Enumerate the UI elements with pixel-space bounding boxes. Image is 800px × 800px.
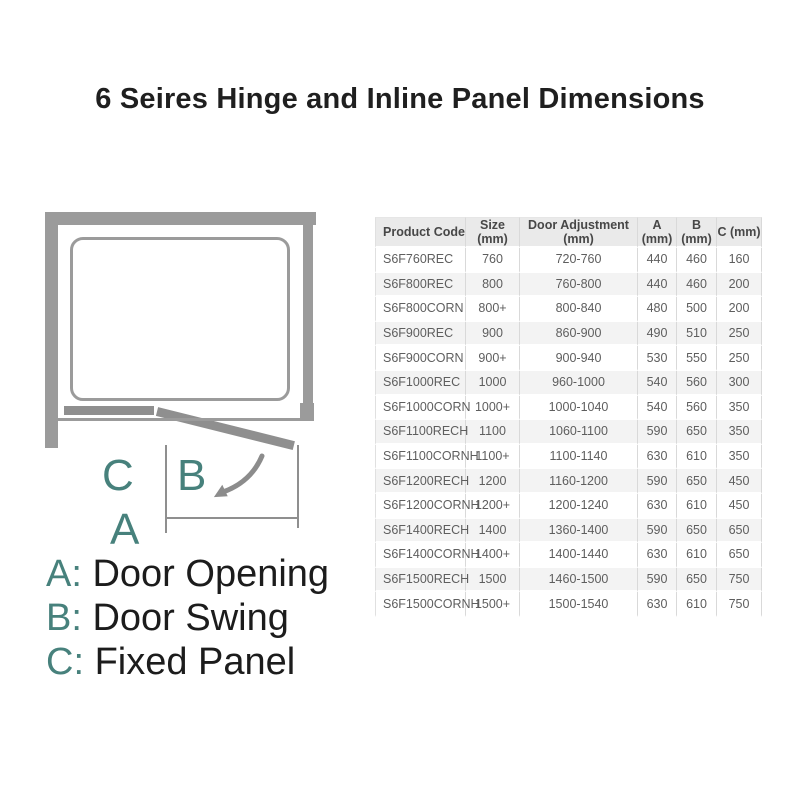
wall-right bbox=[303, 225, 313, 408]
header-c: C (mm) bbox=[717, 217, 762, 248]
table-row bbox=[375, 420, 762, 445]
table-cell: 1500-1540 bbox=[520, 592, 638, 617]
table-cell: 1000-1040 bbox=[520, 396, 638, 421]
dimension-line-bottom bbox=[165, 517, 299, 519]
table-row bbox=[375, 371, 762, 396]
table-row bbox=[375, 543, 762, 568]
table-cell: 250 bbox=[717, 346, 762, 371]
table-cell: 650 bbox=[677, 568, 717, 593]
table-cell: S6F1400RECH bbox=[375, 519, 466, 544]
legend-key-a: A: bbox=[46, 553, 82, 595]
table-cell: S6F1000CORN bbox=[375, 396, 466, 421]
table-row bbox=[375, 445, 762, 470]
table-cell: 750 bbox=[717, 568, 762, 593]
legend-label-c: Fixed Panel bbox=[94, 641, 296, 683]
table-cell: 550 bbox=[677, 346, 717, 371]
table-cell: 350 bbox=[717, 445, 762, 470]
table-cell: S6F900REC bbox=[375, 322, 466, 347]
table-row bbox=[375, 322, 762, 347]
table-cell: 560 bbox=[677, 396, 717, 421]
table-cell: 250 bbox=[717, 322, 762, 347]
table-cell: 590 bbox=[638, 568, 677, 593]
table-row bbox=[375, 494, 762, 519]
table-cell: 480 bbox=[638, 297, 677, 322]
wall-right-foot bbox=[300, 403, 314, 418]
table-row bbox=[375, 273, 762, 298]
threshold-line bbox=[53, 418, 314, 421]
shower-enclosure-diagram bbox=[45, 210, 335, 560]
table-cell: 650 bbox=[717, 543, 762, 568]
table-cell: 760-800 bbox=[520, 273, 638, 298]
dimensions-table bbox=[375, 217, 762, 617]
table-row bbox=[375, 346, 762, 371]
table-cell: 1400+ bbox=[466, 543, 520, 568]
label-a: A bbox=[110, 505, 140, 554]
table-cell: 650 bbox=[677, 469, 717, 494]
table-row bbox=[375, 568, 762, 593]
table-cell: S6F900CORN bbox=[375, 346, 466, 371]
header-door-adjustment: Door Adjustment (mm) bbox=[520, 217, 638, 248]
table-cell: 1200 bbox=[466, 469, 520, 494]
table-cell: 440 bbox=[638, 248, 677, 273]
table-cell: 1400 bbox=[466, 519, 520, 544]
table-row bbox=[375, 396, 762, 421]
header-product-code: Product Code bbox=[375, 217, 466, 248]
table-cell: S6F800REC bbox=[375, 273, 466, 298]
table-cell: 530 bbox=[638, 346, 677, 371]
table-cell: 1060-1100 bbox=[520, 420, 638, 445]
table-cell: 490 bbox=[638, 322, 677, 347]
table-cell: 800+ bbox=[466, 297, 520, 322]
table-cell: 1100+ bbox=[466, 445, 520, 470]
table-cell: 610 bbox=[677, 543, 717, 568]
table-cell: 720-760 bbox=[520, 248, 638, 273]
shower-tray bbox=[70, 237, 290, 401]
table-cell: 1360-1400 bbox=[520, 519, 638, 544]
table-cell: 540 bbox=[638, 371, 677, 396]
legend-item-b bbox=[46, 596, 329, 640]
table-cell: 610 bbox=[677, 494, 717, 519]
table-cell: S6F1500CORNH bbox=[375, 592, 466, 617]
table-cell: 630 bbox=[638, 445, 677, 470]
table-cell: 860-900 bbox=[520, 322, 638, 347]
table-row bbox=[375, 519, 762, 544]
fixed-panel-bar bbox=[64, 406, 154, 415]
table-cell: 630 bbox=[638, 592, 677, 617]
table-cell: 900+ bbox=[466, 346, 520, 371]
table-cell: 590 bbox=[638, 469, 677, 494]
table-cell: 460 bbox=[677, 273, 717, 298]
table-row bbox=[375, 469, 762, 494]
page-title: 6 Seires Hinge and Inline Panel Dimensions bbox=[95, 83, 705, 115]
table-row bbox=[375, 297, 762, 322]
table-cell: 900-940 bbox=[520, 346, 638, 371]
table-cell: 450 bbox=[717, 469, 762, 494]
table-cell: 200 bbox=[717, 297, 762, 322]
wall-left bbox=[45, 212, 58, 448]
table-row bbox=[375, 248, 762, 273]
table-cell: 750 bbox=[717, 592, 762, 617]
wall-top bbox=[45, 212, 316, 225]
dimension-line-left bbox=[165, 445, 167, 533]
table-cell: S6F1500RECH bbox=[375, 568, 466, 593]
header-b: B (mm) bbox=[677, 217, 717, 248]
legend bbox=[46, 552, 329, 684]
table-cell: 800 bbox=[466, 273, 520, 298]
table-cell: S6F800CORN bbox=[375, 297, 466, 322]
table-cell: 760 bbox=[466, 248, 520, 273]
table-row bbox=[375, 592, 762, 617]
header-size: Size (mm) bbox=[466, 217, 520, 248]
legend-label-a: Door Opening bbox=[92, 553, 330, 595]
legend-item-c bbox=[46, 640, 329, 684]
table-cell: S6F760REC bbox=[375, 248, 466, 273]
table-cell: 650 bbox=[677, 519, 717, 544]
table-cell: 350 bbox=[717, 420, 762, 445]
label-b: B bbox=[177, 451, 207, 500]
table-cell: 460 bbox=[677, 248, 717, 273]
table-cell: 450 bbox=[717, 494, 762, 519]
table-cell: 1500+ bbox=[466, 592, 520, 617]
legend-label-b: Door Swing bbox=[92, 597, 289, 639]
table-cell: 960-1000 bbox=[520, 371, 638, 396]
table-cell: 610 bbox=[677, 445, 717, 470]
table-cell: S6F1200CORNH bbox=[375, 494, 466, 519]
table-cell: 440 bbox=[638, 273, 677, 298]
table-cell: 590 bbox=[638, 420, 677, 445]
table-cell: S6F1100RECH bbox=[375, 420, 466, 445]
legend-key-c: C: bbox=[46, 641, 84, 683]
table-cell: 630 bbox=[638, 494, 677, 519]
table-header-row bbox=[375, 217, 762, 248]
header-a: A (mm) bbox=[638, 217, 677, 248]
table-cell: S6F1200RECH bbox=[375, 469, 466, 494]
table-cell: 510 bbox=[677, 322, 717, 347]
table-header bbox=[375, 217, 762, 248]
table-cell: 1100 bbox=[466, 420, 520, 445]
table-cell: 1160-1200 bbox=[520, 469, 638, 494]
table-cell: 1200+ bbox=[466, 494, 520, 519]
dimension-line-right bbox=[297, 445, 299, 528]
table-cell: 540 bbox=[638, 396, 677, 421]
legend-item-a bbox=[46, 552, 329, 596]
table-cell: 800-840 bbox=[520, 297, 638, 322]
table-cell: 650 bbox=[677, 420, 717, 445]
table-body bbox=[375, 248, 762, 617]
table-cell: 160 bbox=[717, 248, 762, 273]
table-cell: S6F1400CORNH bbox=[375, 543, 466, 568]
table-cell: 650 bbox=[717, 519, 762, 544]
label-c: C bbox=[102, 451, 134, 500]
table-cell: 1200-1240 bbox=[520, 494, 638, 519]
table-cell: 1400-1440 bbox=[520, 543, 638, 568]
table-cell: S6F1000REC bbox=[375, 371, 466, 396]
door-swing-arrow-icon bbox=[203, 448, 273, 508]
table-cell: 1000 bbox=[466, 371, 520, 396]
table-cell: 300 bbox=[717, 371, 762, 396]
door-panel-open bbox=[156, 407, 295, 450]
table-cell: 1000+ bbox=[466, 396, 520, 421]
table-cell: 350 bbox=[717, 396, 762, 421]
table-cell: 200 bbox=[717, 273, 762, 298]
table-cell: 560 bbox=[677, 371, 717, 396]
table-cell: 1100-1140 bbox=[520, 445, 638, 470]
table-cell: 500 bbox=[677, 297, 717, 322]
table-cell: 1460-1500 bbox=[520, 568, 638, 593]
table-cell: 900 bbox=[466, 322, 520, 347]
table-cell: 630 bbox=[638, 543, 677, 568]
table-cell: 610 bbox=[677, 592, 717, 617]
legend-key-b: B: bbox=[46, 597, 82, 639]
table-cell: 1500 bbox=[466, 568, 520, 593]
table-cell: 590 bbox=[638, 519, 677, 544]
table-cell: S6F1100CORNH bbox=[375, 445, 466, 470]
